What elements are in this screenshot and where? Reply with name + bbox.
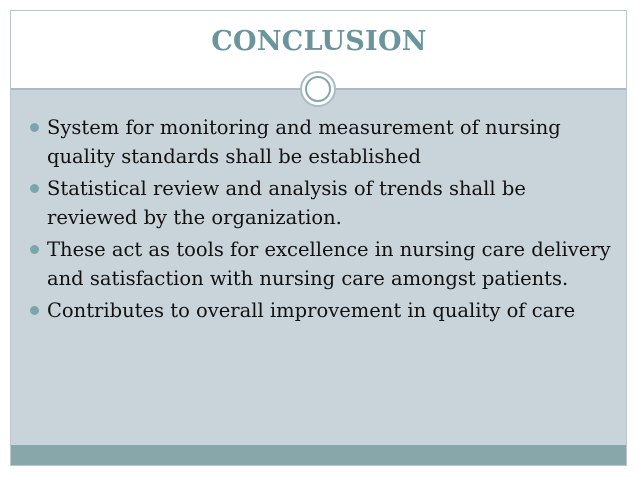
- bullet-item: [30, 235, 618, 293]
- bullet-text: System for monitoring and measurement of nursing quality standards shall be established: [47, 116, 561, 168]
- bullet-item: [30, 174, 618, 232]
- slide-title: CONCLUSION: [211, 26, 427, 57]
- bullet-item: [30, 113, 618, 171]
- bullet-text: These act as tools for excellence in nursing care delivery and satisfaction with nursing care amongst patients.: [47, 238, 611, 290]
- dot-bullet-icon: [30, 245, 39, 254]
- bullet-item: [30, 296, 618, 325]
- bullet-text: Contributes to overall improvement in quality of care: [47, 299, 576, 322]
- dot-bullet-icon: [30, 123, 39, 132]
- footer-band: [11, 445, 626, 465]
- double-ring-icon: [299, 70, 337, 108]
- bullet-text: Statistical review and analysis of trends shall be reviewed by the organization.: [47, 177, 526, 229]
- dot-bullet-icon: [30, 306, 39, 315]
- bullet-list: [30, 113, 618, 328]
- dot-bullet-icon: [30, 184, 39, 193]
